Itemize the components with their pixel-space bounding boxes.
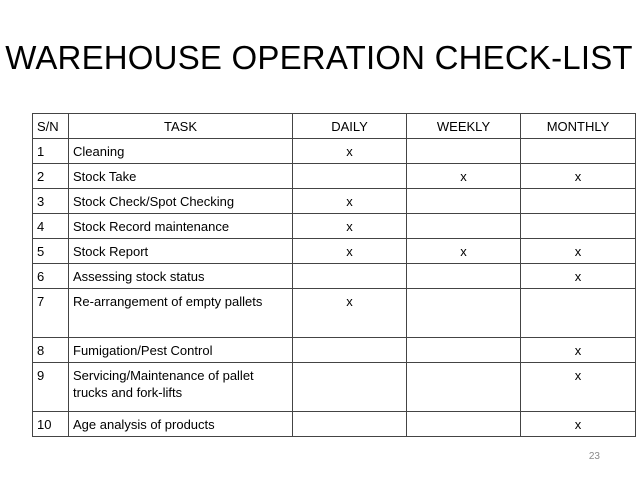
cell-task: Stock Report: [69, 239, 293, 264]
cell-sn: 3: [33, 189, 69, 214]
table-row: [33, 289, 636, 338]
cell-daily: x: [293, 139, 407, 164]
cell-monthly: x: [521, 412, 636, 437]
cell-task: Age analysis of products: [69, 412, 293, 437]
cell-daily: x: [293, 239, 407, 264]
header-task: TASK: [69, 114, 293, 139]
cell-weekly: [407, 338, 521, 363]
table-row: [33, 412, 636, 437]
table-row: [33, 363, 636, 412]
cell-sn: 6: [33, 264, 69, 289]
table-row: [33, 214, 636, 239]
cell-daily: x: [293, 289, 407, 338]
checklist-table: [32, 113, 636, 437]
cell-weekly: x: [407, 239, 521, 264]
table-row: [33, 338, 636, 363]
header-monthly: MONTHLY: [521, 114, 636, 139]
cell-task: Fumigation/Pest Control: [69, 338, 293, 363]
cell-sn: 10: [33, 412, 69, 437]
cell-sn: 2: [33, 164, 69, 189]
cell-monthly: x: [521, 164, 636, 189]
header-daily: DAILY: [293, 114, 407, 139]
table-header-row: [33, 114, 636, 139]
cell-sn: 7: [33, 289, 69, 338]
slide-title: WAREHOUSE OPERATION CHECK-LIST: [5, 39, 633, 76]
cell-monthly: x: [521, 264, 636, 289]
table-row: [33, 189, 636, 214]
cell-daily: [293, 338, 407, 363]
header-sn: S/N: [33, 114, 69, 139]
cell-task: Servicing/Maintenance of pallet trucks and fork-lifts: [69, 363, 293, 412]
cell-daily: [293, 164, 407, 189]
cell-daily: [293, 412, 407, 437]
cell-task: Re-arrangement of empty pallets: [69, 289, 293, 338]
cell-weekly: [407, 363, 521, 412]
cell-monthly: [521, 214, 636, 239]
cell-daily: x: [293, 189, 407, 214]
cell-monthly: [521, 189, 636, 214]
cell-sn: 8: [33, 338, 69, 363]
cell-weekly: [407, 412, 521, 437]
cell-monthly: [521, 289, 636, 338]
cell-task: Cleaning: [69, 139, 293, 164]
cell-monthly: x: [521, 338, 636, 363]
cell-task: Assessing stock status: [69, 264, 293, 289]
table-row: [33, 264, 636, 289]
cell-task: Stock Take: [69, 164, 293, 189]
cell-task: Stock Record maintenance: [69, 214, 293, 239]
cell-weekly: [407, 289, 521, 338]
cell-weekly: [407, 214, 521, 239]
cell-daily: [293, 363, 407, 412]
table-row: [33, 139, 636, 164]
cell-weekly: [407, 139, 521, 164]
cell-weekly: [407, 264, 521, 289]
cell-weekly: x: [407, 164, 521, 189]
cell-sn: 4: [33, 214, 69, 239]
cell-sn: 5: [33, 239, 69, 264]
table-row: [33, 239, 636, 264]
table-row: [33, 164, 636, 189]
header-weekly: WEEKLY: [407, 114, 521, 139]
cell-monthly: [521, 139, 636, 164]
cell-monthly: x: [521, 363, 636, 412]
cell-monthly: x: [521, 239, 636, 264]
page-number: 23: [588, 451, 600, 462]
cell-daily: x: [293, 214, 407, 239]
cell-daily: [293, 264, 407, 289]
cell-sn: 9: [33, 363, 69, 412]
cell-sn: 1: [33, 139, 69, 164]
cell-weekly: [407, 189, 521, 214]
cell-task: Stock Check/Spot Checking: [69, 189, 293, 214]
